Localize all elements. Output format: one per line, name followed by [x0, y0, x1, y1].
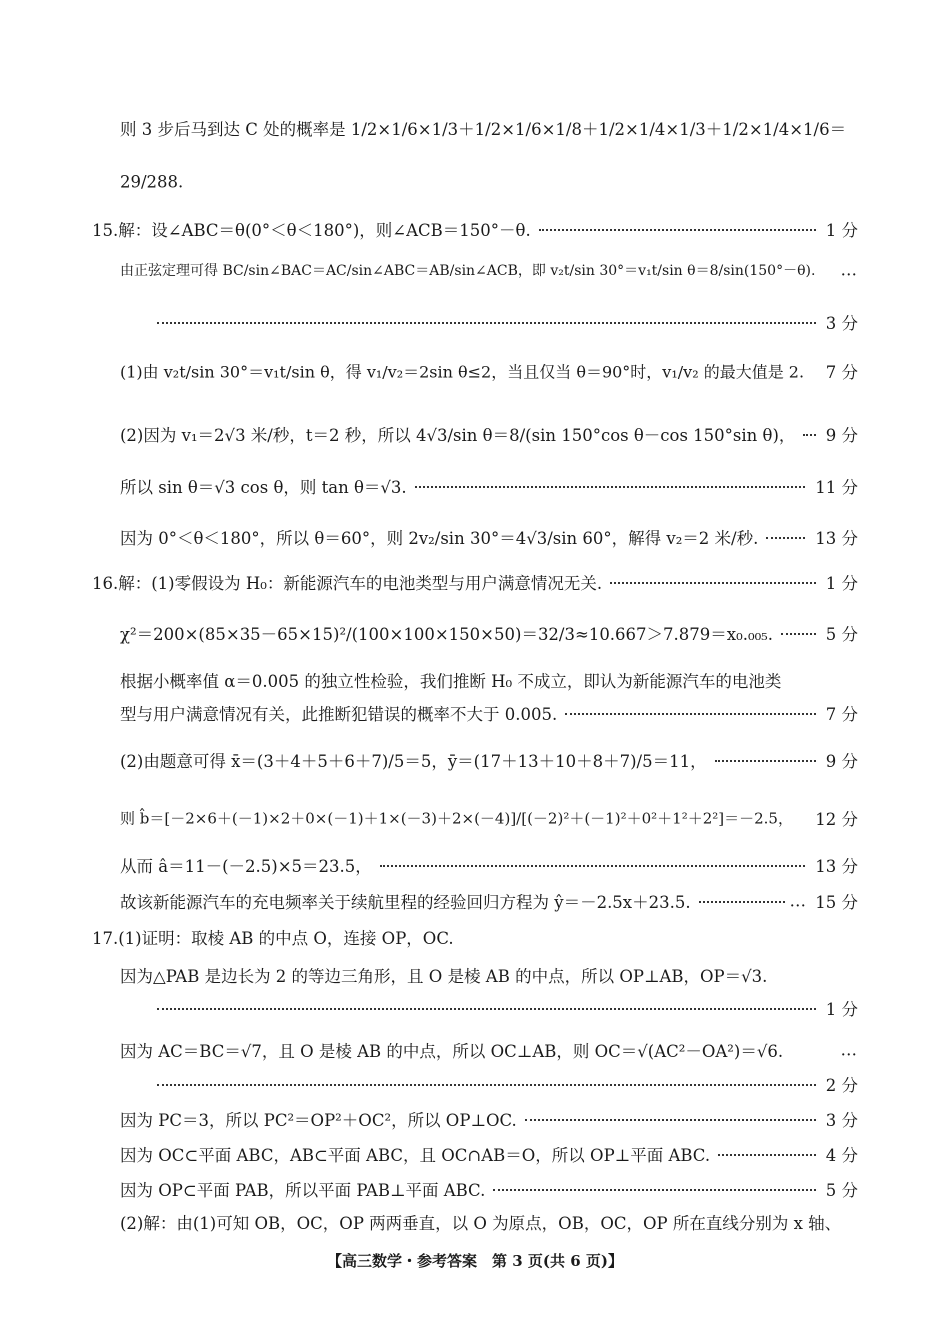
line-text: 17.(1)证明：取棱 AB 的中点 O，连接 OP，OC.: [92, 929, 454, 948]
leader-dots: [157, 1008, 816, 1010]
answer-line: [0, 845, 950, 885]
score-points: 12 分: [815, 810, 858, 829]
leader-dots: [157, 322, 816, 324]
answer-line: [0, 1099, 950, 1139]
leader-dots: [539, 229, 816, 231]
answer-line: [0, 562, 950, 602]
line-text: 因为 OP⊂平面 PAB，所以平面 PAB⊥平面 ABC.: [120, 1181, 486, 1200]
answer-line: [0, 693, 950, 733]
line-text: 故该新能源汽车的充电频率关于续航里程的经验回归方程为 ŷ＝－2.5x＋23.5.: [120, 893, 691, 912]
ellipsis-mark: …: [789, 891, 807, 911]
score-points: 13 分: [815, 857, 858, 876]
answer-line: [0, 351, 950, 391]
line-text: 15.解：设∠ABC＝θ(0°＜θ＜180°)，则∠ACB＝150°－θ.: [92, 221, 531, 240]
score-points: 15 分: [815, 893, 858, 912]
score-points: 3 分: [825, 1111, 858, 1130]
answer-line: [0, 740, 950, 780]
leader-dots: [699, 901, 785, 903]
line-text: 则 b̂＝[－2×6＋(－1)×2＋0×(－1)＋1×(－3)＋2×(－4)]/[(－2)²＋(－1)²＋0²＋1²＋2²]＝－2.5，: [120, 809, 793, 828]
score-points: 7 分: [825, 705, 858, 724]
answer-line: [0, 988, 950, 1028]
leader-dots: [565, 713, 816, 715]
answer-line: [0, 302, 950, 342]
answer-line: [0, 209, 950, 249]
line-text: 因为 OC⊂平面 ABC，AB⊂平面 ABC，且 OC∩AB＝O，所以 OP⊥平面 ABC.: [120, 1146, 711, 1165]
score-points: 7 分: [825, 363, 858, 382]
page-footer: 【高三数学・参考答案 第 3 页(共 6 页)】: [327, 1252, 623, 1270]
score-points: 4 分: [825, 1146, 858, 1165]
leader-dots: [525, 1119, 816, 1121]
leader-dots: [157, 1084, 816, 1086]
line-text: 因为 0°＜θ＜180°，所以 θ＝60°，则 2v₂/sin 30°＝4√3/sin 60°，解得 v₂＝2 米/秒.: [120, 529, 759, 548]
line-text: (2)因为 v₁＝2√3 米/秒，t＝2 秒，所以 4√3/sin θ＝8/(sin 150°cos θ－cos 150°sin θ)，: [120, 426, 796, 445]
answer-line: [0, 466, 950, 506]
answer-line: [0, 517, 950, 557]
answer-line: [0, 613, 950, 653]
ellipsis-mark: …: [840, 260, 858, 280]
answer-line: [0, 1064, 950, 1104]
leader-dots: [715, 760, 816, 762]
line-text: 因为 PC＝3，所以 PC²＝OP²＋OC²，所以 OP⊥OC.: [120, 1111, 517, 1130]
leader-dots: [803, 434, 816, 436]
score-points: 9 分: [825, 426, 858, 445]
line-text: (1)由 v₂t/sin 30°＝v₁t/sin θ，得 v₁/v₂＝2sin θ≤2，当且仅当 θ＝90°时，v₁/v₂ 的最大值是 2.: [120, 362, 805, 382]
answer-line: [0, 162, 950, 202]
leader-dots: [493, 1189, 816, 1191]
ellipsis-mark: …: [840, 1040, 858, 1060]
score-points: 5 分: [825, 1181, 858, 1200]
score-points: 9 分: [825, 752, 858, 771]
line-text: 由正弦定理可得 BC/sin∠BAC＝AC/sin∠ABC＝AB/sin∠ACB，即 v₂t/sin 30°＝v₁t/sin θ＝8/sin(150°－θ).: [120, 263, 816, 279]
line-text: 则 3 步后马到达 C 处的概率是 1/2×1/6×1/3＋1/2×1/6×1/8＋1/2×1/4×1/3＋1/2×1/4×1/6＝: [120, 120, 847, 139]
answer-line: [0, 881, 950, 921]
line-text: χ²＝200×(85×35－65×15)²/(100×100×150×50)＝32/3≈10.667＞7.879＝x₀.₀₀₅.: [120, 625, 774, 644]
line-text: 所以 sin θ＝√3 cos θ，则 tan θ＝√3.: [120, 478, 407, 497]
leader-dots: [766, 537, 805, 539]
score-points: 1 分: [825, 221, 858, 240]
answer-line: [0, 917, 950, 957]
score-points: 1 分: [825, 574, 858, 593]
answer-line: [0, 414, 950, 454]
line-text: 因为△PAB 是边长为 2 的等边三角形，且 O 是棱 AB 的中点，所以 OP⊥AB，OP＝√3.: [120, 967, 768, 986]
line-text: (2)由题意可得 x̄＝(3＋4＋5＋6＋7)/5＝5，ȳ＝(17＋13＋10＋8＋7)/5＝11，: [120, 752, 707, 771]
line-text: 因为 AC＝BC＝√7，且 O 是棱 AB 的中点，所以 OC⊥AB，则 OC＝√(AC²－OA²)＝√6.: [120, 1042, 784, 1061]
line-text: 根据小概率值 α＝0.005 的独立性检验，我们推断 H₀ 不成立，即认为新能源汽车的电池类: [120, 672, 782, 691]
answer-line: [0, 250, 950, 290]
score-points: 1 分: [825, 1000, 858, 1019]
score-points: 11 分: [815, 478, 858, 497]
answer-line: [0, 798, 950, 838]
answer-line: [0, 108, 950, 148]
line-text: 29/288.: [120, 172, 184, 192]
score-points: 5 分: [825, 625, 858, 644]
line-text: 从而 â＝11－(－2.5)×5＝23.5，: [120, 857, 372, 876]
score-points: 13 分: [815, 529, 858, 548]
answer-line: [0, 1202, 950, 1242]
leader-dots: [718, 1154, 816, 1156]
score-points: 2 分: [825, 1076, 858, 1095]
leader-dots: [610, 582, 816, 584]
line-text: 16.解：(1)零假设为 H₀：新能源汽车的电池类型与用户满意情况无关.: [92, 574, 603, 593]
answer-line: [0, 1134, 950, 1174]
leader-dots: [380, 865, 805, 867]
line-text: (2)解：由(1)可知 OB，OC，OP 两两垂直，以 O 为原点，OB，OC，OP 所在直线分别为 x 轴、: [120, 1214, 842, 1233]
score-points: 3 分: [825, 314, 858, 333]
line-text: 型与用户满意情况有关，此推断犯错误的概率不大于 0.005.: [120, 705, 558, 724]
leader-dots: [781, 633, 816, 635]
leader-dots: [415, 486, 805, 488]
